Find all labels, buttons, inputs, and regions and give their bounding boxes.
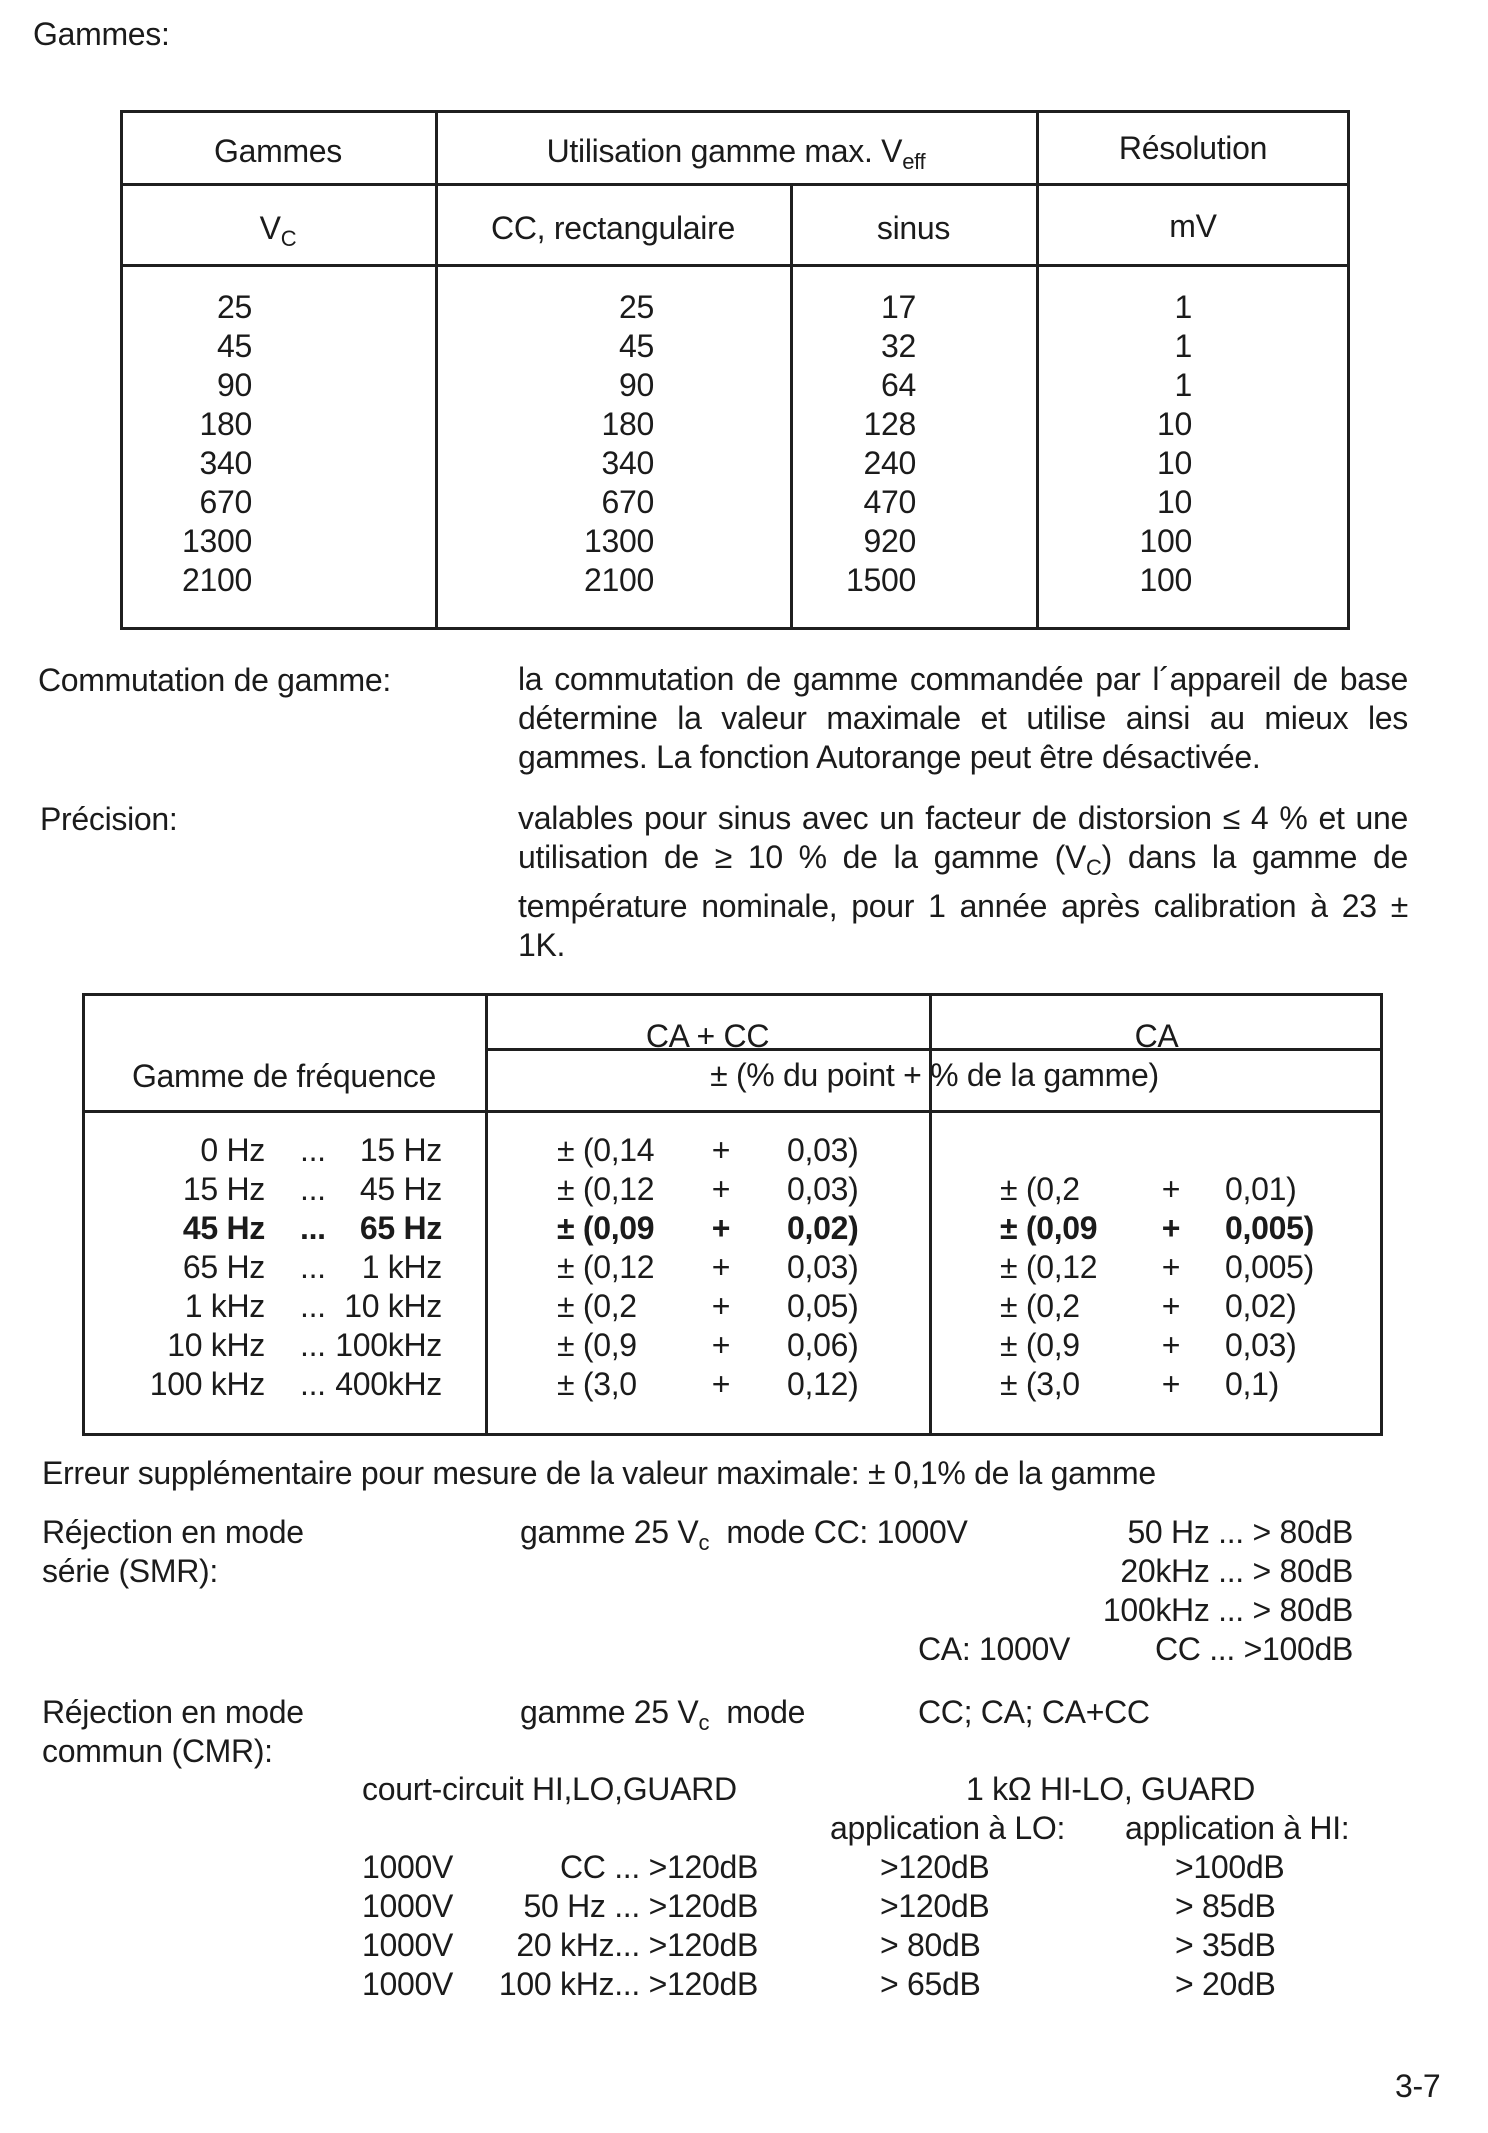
column-dc: 25 45 90 180 340 670 1300 2100 [584,289,654,598]
acdc-reading: ± (0,2 [557,1288,637,1324]
freq-end: 400kHz [335,1366,442,1402]
ac-reading: ± (0,09 [1000,1210,1098,1246]
table-divider [120,264,1350,267]
ac-plus: + [1161,1366,1181,1402]
smr-value: 100kHz ... > 80dB [1102,1592,1353,1628]
smr-value: CC ... >100dB [1155,1631,1353,1667]
unit-mv: mV [1169,208,1217,244]
freq-dots: ... [300,1210,326,1246]
ac-reading: ± (0,2 [1000,1171,1080,1207]
column-sine: 17 32 64 128 240 470 920 1500 [846,289,916,598]
ac-plus: + [1161,1249,1181,1285]
smr-value: 20kHz ... > 80dB [1120,1553,1353,1589]
cmr-short-circuit-value: 20 kHz... >120dB [516,1927,758,1963]
ac-plus: + [1161,1171,1181,1207]
header-ranges: Gammes [214,133,342,169]
freq-dots: ... [300,1249,326,1285]
freq-end: 65 Hz [359,1210,442,1246]
cmr-app-hi: application à HI: [1125,1810,1350,1846]
cmr-short-circuit-value: CC ... >120dB [560,1849,758,1885]
freq-dots: ... [300,1366,326,1402]
ac-range: 0,01) [1225,1171,1297,1207]
smr-label-line1: Réjection en mode [42,1514,304,1550]
acdc-range: 0,03) [787,1249,859,1285]
table-divider [1036,110,1039,630]
ac-plus: + [1161,1327,1181,1363]
smr-value: 50 Hz ... > 80dB [1127,1514,1353,1550]
cmr-lo-value: > 65dB [880,1966,981,2002]
cmr-label-line2: commun (CMR): [42,1733,273,1769]
ac-range: 0,02) [1225,1288,1297,1324]
freq-dots: ... [300,1288,326,1324]
acdc-range: 0,06) [787,1327,859,1363]
acdc-plus: + [711,1171,731,1207]
smr-label-line2: série (SMR): [42,1553,218,1589]
freq-end: 15 Hz [359,1132,442,1168]
cmr-lo-value: >120dB [880,1849,990,1885]
acdc-plus: + [711,1210,731,1246]
extra-error: Erreur supplémentaire pour mesure de la valeur maximale: ± 0,1% de la gamme [42,1455,1156,1491]
acdc-range: 0,03) [787,1132,859,1168]
header-usage: Utilisation gamme max. $V_{eff}$ [546,133,926,174]
acdc-reading: ± (0,09 [557,1210,655,1246]
acdc-plus: + [711,1288,731,1324]
precision-label: Précision: [40,801,178,837]
freq-start: 10 kHz [167,1327,265,1363]
cmr-short-circuit-value: 100 kHz... >120dB [498,1966,758,2002]
cmr-voltage: 1000V [362,1888,454,1924]
table-divider [120,183,1350,186]
table-divider [82,1110,1383,1113]
table-divider [790,183,793,630]
ac-reading: ± (0,2 [1000,1288,1080,1324]
smr-ac-voltage: CA: 1000V [918,1631,1071,1667]
ac-reading: ± (3,0 [1000,1366,1080,1402]
switching-label: Commutation de gamme: [38,662,391,698]
cmr-hi-value: >100dB [1175,1849,1285,1885]
section-title: Gammes: [33,16,170,52]
column-resolution: 1 1 1 10 10 10 100 100 [1139,289,1192,598]
cmr-short-circuit: court-circuit HI,LO,GUARD [362,1771,737,1807]
freq-start: 100 kHz [149,1366,265,1402]
cmr-modes: CC; CA; CA+CC [918,1694,1150,1730]
freq-start: 0 Hz [200,1132,265,1168]
acdc-range: 0,05) [787,1288,859,1324]
freq-end: 1 kHz [361,1249,442,1285]
header-formula: ± (% du point + % de la gamme) [710,1057,1159,1093]
freq-start: 65 Hz [182,1249,265,1285]
freq-dots: ... [300,1327,326,1363]
acdc-reading: ± (0,14 [557,1132,655,1168]
acdc-plus: + [711,1327,731,1363]
ac-range: 0,005) [1225,1210,1314,1246]
cmr-label-line1: Réjection en mode [42,1694,304,1730]
page-number: 3-7 [1395,2068,1441,2104]
acdc-reading: ± (0,12 [557,1171,655,1207]
acdc-plus: + [711,1366,731,1402]
cmr-hi-value: > 85dB [1175,1888,1276,1924]
cmr-hi-value: > 20dB [1175,1966,1276,2002]
cmr-voltage: 1000V [362,1849,454,1885]
ac-plus: + [1161,1210,1181,1246]
table-divider [435,110,438,630]
header-frequency: Gamme de fréquence [131,1058,437,1094]
cmr-voltage: 1000V [362,1927,454,1963]
freq-dots: ... [300,1171,326,1207]
freq-dots: ... [300,1132,326,1168]
cmr-lo-value: >120dB [880,1888,990,1924]
cmr-hi-value: > 35dB [1175,1927,1276,1963]
cmr-range: gamme 25 $V_c$ mode [520,1694,806,1735]
smr-range: gamme 25 $V_c$ mode CC: 1000V [520,1514,968,1555]
ac-range: 0,03) [1225,1327,1297,1363]
acdc-plus: + [711,1249,731,1285]
cmr-short-circuit-value: 50 Hz ... >120dB [523,1888,758,1924]
acdc-reading: ± (0,12 [557,1249,655,1285]
freq-end: 45 Hz [359,1171,442,1207]
freq-start: 1 kHz [184,1288,265,1324]
acdc-range: 0,03) [787,1171,859,1207]
ac-plus: + [1161,1288,1181,1324]
column-ranges: 25 45 90 180 340 670 1300 2100 [182,289,252,598]
header-ac: CA [1134,1018,1179,1054]
precision-text: valables pour sinus avec un facteur de distorsion ≤ 4 % et une utilisation de ≥ 10 % de la gamme $(V_C)$ dans la gamme de température nominale, pour 1 année après calibration à 23 ± 1K. [518,800,1409,963]
header-acdc: CA + CC [645,1018,770,1054]
unit-vc: $V_C$ [259,210,297,251]
freq-start: 45 Hz [182,1210,265,1246]
acdc-plus: + [711,1132,731,1168]
freq-start: 15 Hz [182,1171,265,1207]
acdc-reading: ± (3,0 [557,1366,637,1402]
ac-reading: ± (0,12 [1000,1249,1098,1285]
unit-sine: sinus [876,210,951,246]
acdc-range: 0,02) [787,1210,859,1246]
cmr-lo-value: > 80dB [880,1927,981,1963]
cmr-voltage: 1000V [362,1966,454,2002]
acdc-reading: ± (0,9 [557,1327,637,1363]
ac-reading: ± (0,9 [1000,1327,1080,1363]
freq-end: 10 kHz [344,1288,442,1324]
unit-dc: CC, rectangulaire [491,210,735,246]
ac-range: 0,1) [1225,1366,1279,1402]
acdc-range: 0,12) [787,1366,859,1402]
header-resolution: Résolution [1118,130,1268,166]
cmr-app-lo: application à LO: [830,1810,1066,1846]
cmr-1k-header: 1 kΩ HI-LO, GUARD [966,1771,1256,1807]
ac-range: 0,005) [1225,1249,1314,1285]
switching-text: la commutation de gamme commandée par l´appareil de base détermine la valeur maximale et utilise ainsi au mieux les gammes. La fonction Autorange peut être désactivée. [518,661,1408,775]
freq-end: 100kHz [335,1327,442,1363]
